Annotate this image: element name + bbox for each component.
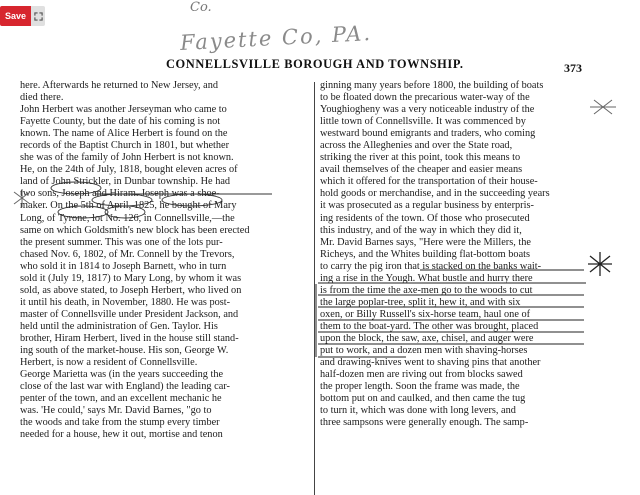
left-column-line: close of the last war with England) the leading car- xyxy=(20,381,230,393)
left-column-line: Herbert, is now a resident of Connellsville. xyxy=(20,357,198,369)
left-column-line: master of Connellsville under President Jackson, and xyxy=(20,308,239,320)
left-column-line: held until the administration of Gen. Taylor. His xyxy=(20,320,218,332)
left-column-line: land of John Strickler, in Dunbar township. He had xyxy=(20,176,231,188)
right-column-line: oxen, or Billy Russell's six-horse team, haul one of xyxy=(320,308,531,320)
right-column-line: to turn it, which was done with long levers, and xyxy=(320,405,516,417)
right-column-line: which it offered for the transportation of their house- xyxy=(320,176,538,188)
right-column-line: westward bound emigrants and traders, who coming xyxy=(320,128,536,140)
left-column-line: chased Nov. 6, 1802, of Mr. Connell by the Trevors, xyxy=(20,248,235,260)
left-column-line: here. Afterwards he returned to New Jersey, and xyxy=(20,80,219,91)
save-button-label: Save xyxy=(0,6,31,26)
right-column-line: ing a rise in the Yough. What bustle and hurry there xyxy=(320,272,533,284)
left-column-line: records of the Baptist Church in 1801, but whether xyxy=(20,140,230,152)
page-number: 373 xyxy=(564,61,582,75)
right-column-line: to carry the pig iron that is stacked on the banks wait- xyxy=(320,260,542,272)
right-column-line: and drawing-knives went to shaving pins that another xyxy=(320,357,541,369)
expand-icon[interactable] xyxy=(31,6,45,26)
right-column-line: across the Alleghenies and over the State road, xyxy=(320,140,513,152)
left-column-line: Fayette County, but the date of his coming is not xyxy=(20,116,221,128)
column-divider xyxy=(314,82,315,495)
right-column-line: upon the block, the saw, axe, chisel, and auger were xyxy=(320,332,534,344)
save-button[interactable] xyxy=(0,6,45,26)
expand-icon-glyph xyxy=(34,12,43,21)
left-column-line: died there. xyxy=(20,92,64,104)
left-column-line: two sons, Joseph and Hiram. Joseph was a shoe- xyxy=(20,188,220,200)
left-column-line: same on which Goldsmith's new block has been erected xyxy=(20,224,250,236)
right-column-line: the large poplar-tree, split it, hew it, and with six xyxy=(320,296,521,308)
left-column-line: maker. On the 5th of April, 1825, he bought of Mary xyxy=(20,200,237,212)
right-text-column xyxy=(320,80,610,429)
page-header: CONNELLSVILLE BOROUGH AND TOWNSHIP. xyxy=(166,57,464,71)
right-column-line: Richeys, and the Whites building flat-bottom boats xyxy=(320,248,531,260)
left-column-line: she was of the family of John Herbert is not known. xyxy=(20,152,234,164)
right-column-line: put to work, and a dozen men with shaving-horses xyxy=(320,345,528,357)
right-column-line: the proper length. Soon the frame was made, the xyxy=(320,381,520,393)
left-column-line: the present summer. This was one of the lots pur- xyxy=(20,236,223,248)
right-column-line: ginning many years before 1800, the building of boats xyxy=(320,80,544,91)
right-column-line: is from the time the axe-men go to the woods to cut xyxy=(320,284,533,296)
left-text-column xyxy=(20,80,308,441)
left-column-line: it until his death, in November, 1880. He was post- xyxy=(20,296,231,308)
right-column-line: them to the boat-yard. The other was brought, placed xyxy=(320,320,539,332)
right-column-line: striking the river at this point, took this means to xyxy=(320,152,521,164)
left-column-line: ing south of the market-house. His son, George W. xyxy=(20,345,229,357)
left-column-line: He, on the 24th of July, 1818, bought eleven acres of xyxy=(20,164,238,176)
handwritten-annotation: Fayette Co, PA. xyxy=(179,20,373,56)
left-column-line: brother, Hiram Herbert, lived in the house still stand- xyxy=(20,332,239,344)
right-column-line: Mr. David Barnes says, "Here were the Millers, the xyxy=(320,236,531,248)
right-column-line: little town of Connellsville. It was commenced by xyxy=(320,116,526,128)
left-column-line: sold, as above stated, to Joseph Herbert, who lived on xyxy=(20,284,242,296)
right-column-line: half-dozen men are riving out from blocks sawed xyxy=(320,369,523,381)
right-column-line: avail themselves of the cheaper and easier means xyxy=(320,164,523,176)
left-column-line: the woods and take from the stump every timber xyxy=(20,417,220,429)
left-column-line: Long, of Tyrone, lot No. 126, in Connellsville,—the xyxy=(20,212,235,224)
right-column-line: three sampsons were generally enough. The samp- xyxy=(320,417,529,429)
left-column-line: needed for a house, hew it out, mortise and tenon xyxy=(20,429,223,441)
right-column-line: to be floated down the precarious water-way of the xyxy=(320,92,530,104)
right-column-line: this industry, and of the way in which they did it, xyxy=(320,224,522,236)
right-column-line: bottom put on and caulked, and then came the tug xyxy=(320,393,526,405)
left-column-line: George Marietta was (in the years succeeding the xyxy=(20,369,224,381)
handwritten-top-note: Co. xyxy=(190,0,212,15)
right-column-line: hold goods or merchandise, and in the succeeding years xyxy=(320,188,550,200)
left-column-line: penter of the town, and an excellent mechanic he xyxy=(20,393,222,405)
left-column-line: sold it (July 19, 1817) to Mary Long, by whom it was xyxy=(20,272,242,284)
left-column-line: known. The name of Alice Herbert is found on the xyxy=(20,128,228,140)
left-column-line: John Herbert was another Jerseyman who came to xyxy=(20,104,227,116)
right-column-line: Youghiogheny was a very noticeable industry of the xyxy=(320,104,535,116)
right-column-line: ing residents of the town. Of those who prosecuted xyxy=(320,212,530,224)
right-column-line: it was prosecuted as a regular business by enterpris- xyxy=(320,200,534,212)
left-column-line: who sold it in 1814 to Joseph Barnett, who in turn xyxy=(20,260,227,272)
left-column-line: was. 'He could,' says Mr. David Barnes, "go to xyxy=(20,405,212,417)
